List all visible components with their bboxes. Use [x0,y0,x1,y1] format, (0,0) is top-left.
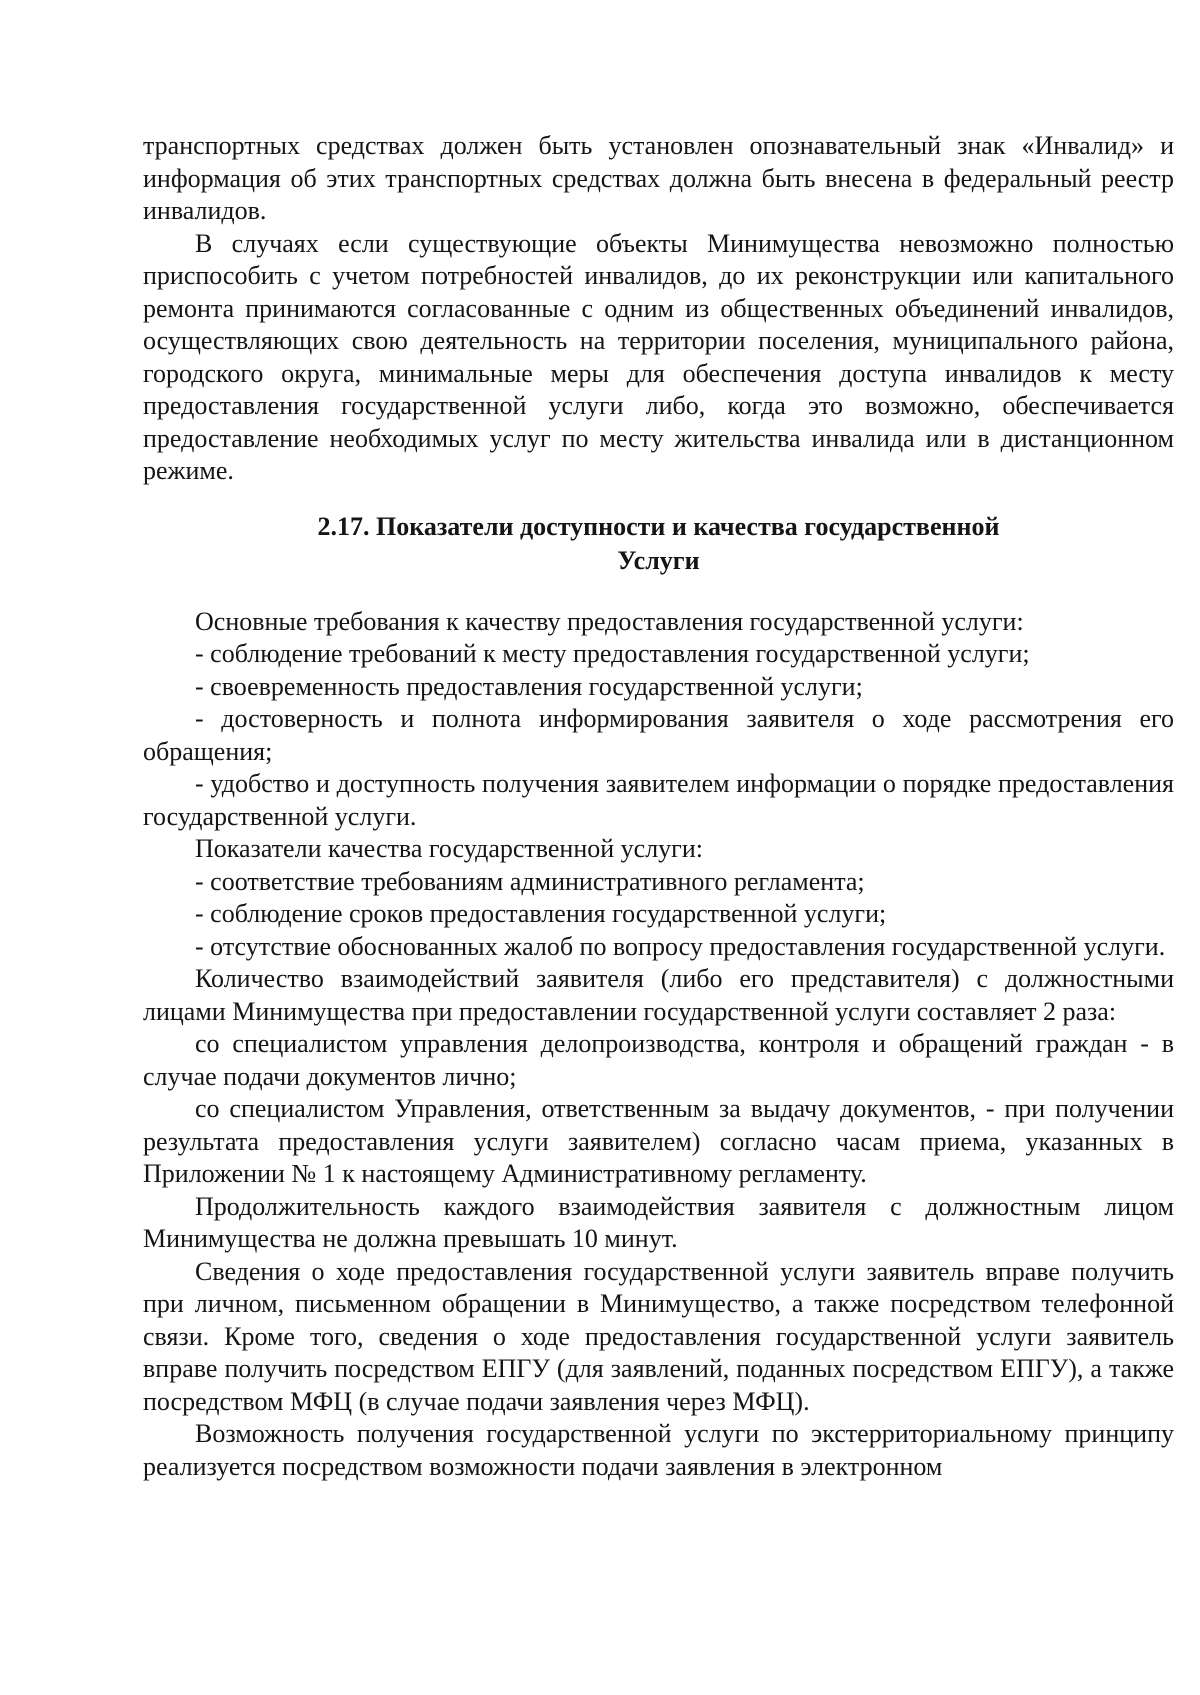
paragraph-interaction-duration: Продолжительность каждого взаимодействия заявителя с должностным лицом Минимущества не должна превышать 10 минут. [143,1191,1174,1253]
paragraph-vehicle-sign: транспортных средствах должен быть установлен опознавательный знак «Инвалид» и информация об этих транспортных средствах должна быть внесена в федеральный реестр инвалидов. [143,131,1174,225]
list-item-deadlines: - соблюдение сроков предоставления государственной услуги; [195,899,887,928]
paragraph-quality-indicators: Показатели качества государственной услуги: [195,834,703,863]
section-heading-line1: 2.17. Показатели доступности и качества государственной [317,511,1000,541]
section-heading-line2: Услуги [617,545,700,575]
paragraph-extraterritorial: Возможность получения государственной услуги по экстерриториальному принципу реализуется посредством возможности подачи заявления в электронном [143,1419,1174,1481]
paragraph-specialist-records: со специалистом управления делопроизводства, контроля и обращений граждан - в случае подачи документов лично; [143,1029,1174,1091]
paragraph-interaction-count: Количество взаимодействий заявителя (либо его представителя) с должностными лицами Минимущества при предоставлении государственной услуги составляет 2 раза: [143,964,1174,1026]
paragraph-objects-adaptation: В случаях если существующие объекты Минимущества невозможно полностью приспособить с учетом потребностей инвалидов, до их реконструкции или капитального ремонта принимаются согласованные с одним из общественных объединений инвалидов, осуществляющих свою деятельность на территории поселения, муниципального района, городского округа, минимальные меры для обеспечения доступа инвалидов к месту предоставления государственной услуги либо, когда это возможно, обеспечивается предоставление необходимых услуг по месту жительства инвалида или в дистанционном режиме. [143,228,1174,485]
list-item-reliability: - достоверность и полнота информирования заявителя о ходе рассмотрения его обращения; [143,704,1174,766]
list-item-no-complaints: - отсутствие обоснованных жалоб по вопросу предоставления государственной услуги. [195,931,1166,961]
document-page [143,130,1174,1483]
paragraph-specialist-issuance: со специалистом Управления, ответственным за выдачу документов, - при получении результата предоставления услуги заявителем) согласно часам приема, указанных в Приложении № 1 к настоящему Административному регламенту. [143,1094,1174,1188]
paragraph-progress-info: Сведения о ходе предоставления государственной услуги заявитель вправе получить при личном, письменном обращении в Минимущество, а также посредством телефонной связи. Кроме того, сведения о ходе предоставления государственной услуги заявитель вправе получить посредством ЕПГУ (для заявлений, поданных посредством ЕПГУ), а также посредством МФЦ (в случае подачи заявления через МФЦ). [143,1256,1174,1416]
list-item-timeliness: - своевременность предоставления государственной услуги; [195,671,863,701]
paragraph-quality-requirements: Основные требования к качеству предоставления государственной услуги: [195,606,1024,636]
list-item-regulation-compliance: - соответствие требованиям административного регламента; [195,866,865,896]
list-item-convenience: - удобство и доступность получения заявителем информации о порядке предоставления государственной услуги. [143,769,1174,831]
list-item-place-requirements: - соблюдение требований к месту предоставления государственной услуги; [195,639,1030,668]
section-heading [143,510,1174,578]
